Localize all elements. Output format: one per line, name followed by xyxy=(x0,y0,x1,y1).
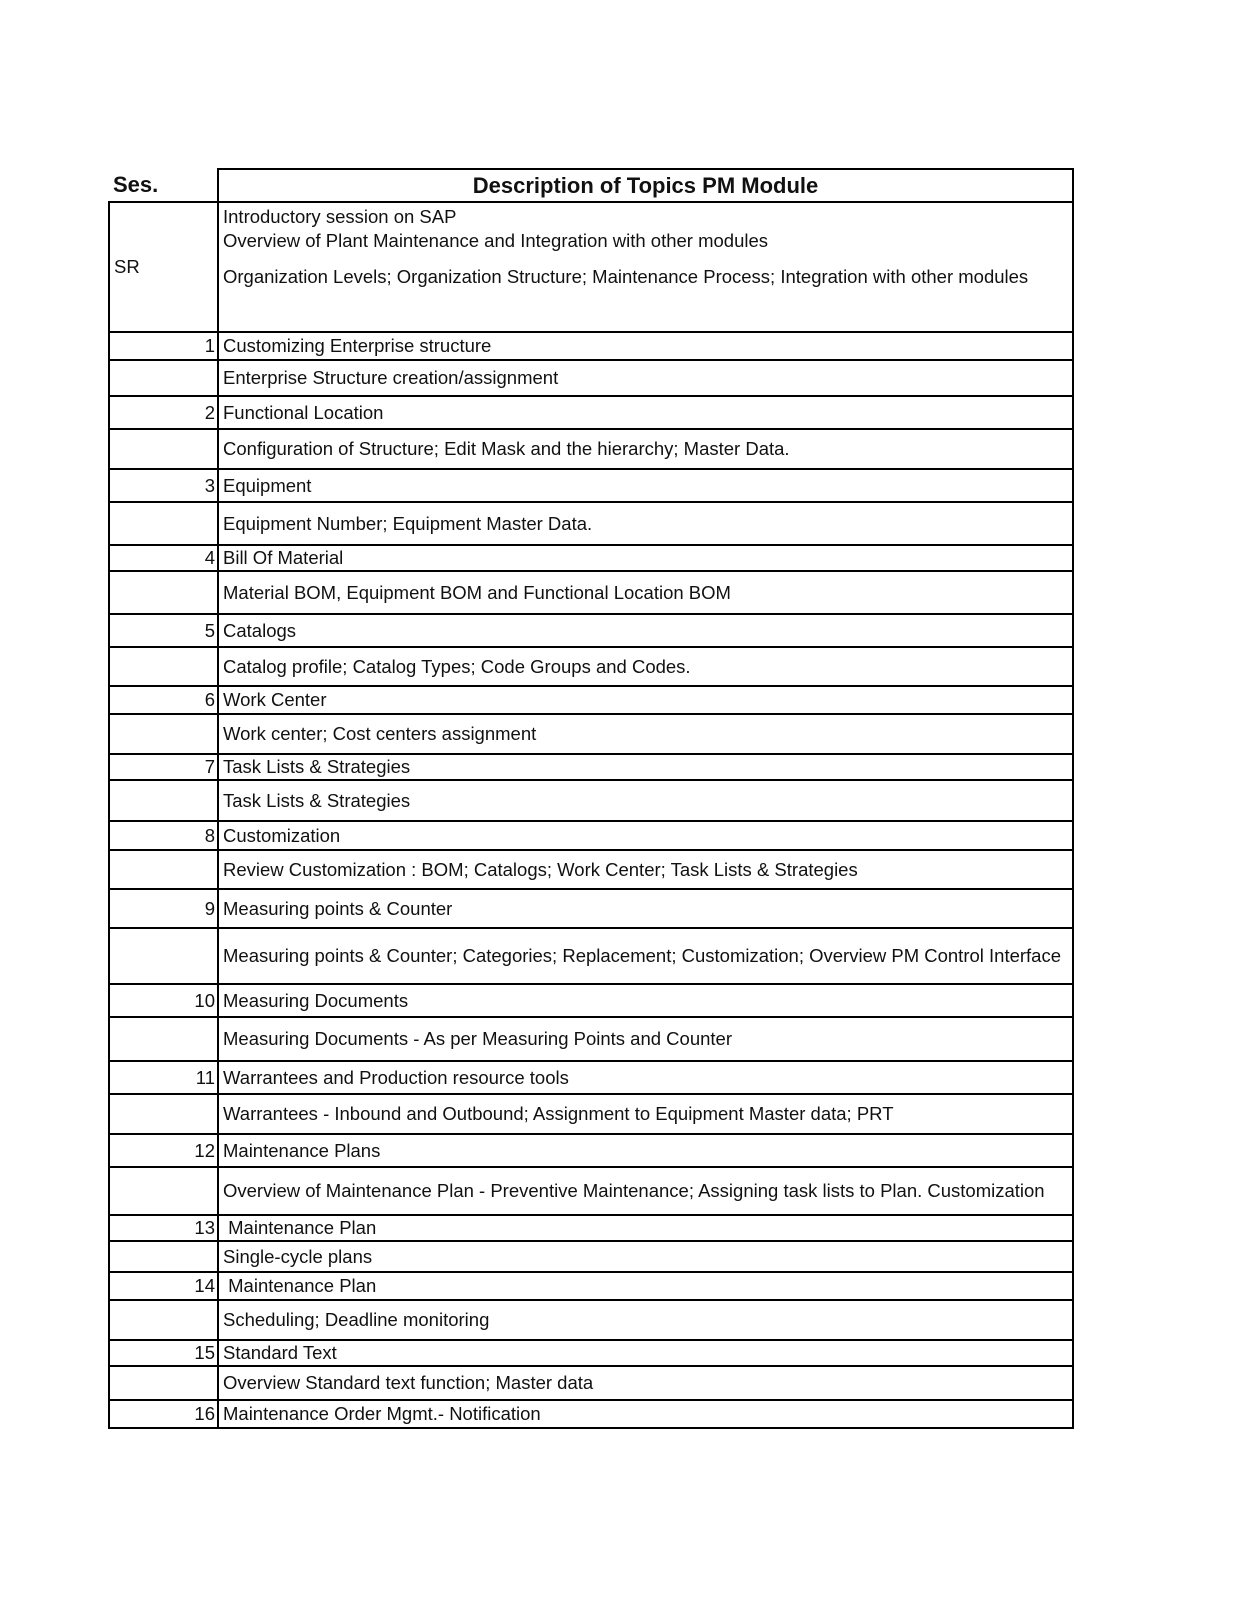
session-number xyxy=(109,647,218,686)
topic-description: Single-cycle plans xyxy=(218,1241,1073,1272)
session-number: SR xyxy=(109,202,218,332)
table-row xyxy=(109,984,1073,1017)
topic-description: Warrantees and Production resource tools xyxy=(218,1061,1073,1094)
table-row xyxy=(109,1017,1073,1061)
session-number: 7 xyxy=(109,754,218,780)
table-row xyxy=(109,754,1073,780)
description-column-header: Description of Topics PM Module xyxy=(218,169,1073,202)
topic-description: Equipment Number; Equipment Master Data. xyxy=(218,502,1073,545)
table-row xyxy=(109,1134,1073,1167)
session-number xyxy=(109,1300,218,1340)
topic-description: Enterprise Structure creation/assignment xyxy=(218,360,1073,396)
topic-description: Overview of Maintenance Plan - Preventive Maintenance; Assigning task lists to Plan. Customization xyxy=(218,1167,1073,1215)
session-number xyxy=(109,360,218,396)
session-number xyxy=(109,1167,218,1215)
topic-description: Maintenance Plan xyxy=(218,1272,1073,1300)
session-number: 11 xyxy=(109,1061,218,1094)
session-number: 13 xyxy=(109,1215,218,1241)
topic-description: Functional Location xyxy=(218,396,1073,429)
table-row xyxy=(109,396,1073,429)
table-row xyxy=(109,429,1073,469)
table-row xyxy=(109,686,1073,714)
table-row xyxy=(109,1340,1073,1366)
session-number: 4 xyxy=(109,545,218,571)
table-row xyxy=(109,469,1073,502)
table-row xyxy=(109,1167,1073,1215)
session-number xyxy=(109,429,218,469)
topic-description: Measuring Documents - As per Measuring Points and Counter xyxy=(218,1017,1073,1061)
topic-description: Task Lists & Strategies xyxy=(218,780,1073,821)
topic-description: Measuring points & Counter xyxy=(218,889,1073,928)
topic-description: Overview Standard text function; Master data xyxy=(218,1366,1073,1400)
table-row xyxy=(109,502,1073,545)
session-number xyxy=(109,928,218,984)
topic-description: Material BOM, Equipment BOM and Functional Location BOM xyxy=(218,571,1073,614)
table-row xyxy=(109,1300,1073,1340)
intro-description xyxy=(218,202,1073,332)
topic-description: Maintenance Plan xyxy=(218,1215,1073,1241)
table-row xyxy=(109,360,1073,396)
table-row xyxy=(109,647,1073,686)
session-number: 3 xyxy=(109,469,218,502)
topic-description: Measuring points & Counter; Categories; Replacement; Customization; Overview PM Control Interface xyxy=(218,928,1073,984)
table-row xyxy=(109,1366,1073,1400)
table-row xyxy=(109,545,1073,571)
session-number: 9 xyxy=(109,889,218,928)
session-column-header: Ses. xyxy=(109,169,218,202)
table-row xyxy=(109,1061,1073,1094)
topic-description: Work center; Cost centers assignment xyxy=(218,714,1073,754)
session-number xyxy=(109,714,218,754)
session-number xyxy=(109,780,218,821)
session-number: 6 xyxy=(109,686,218,714)
intro-line: Organization Levels; Organization Structure; Maintenance Process; Integration with other modules xyxy=(223,266,1029,287)
session-number xyxy=(109,1241,218,1272)
table-row xyxy=(109,1215,1073,1241)
session-number: 15 xyxy=(109,1340,218,1366)
topic-description: Review Customization : BOM; Catalogs; Work Center; Task Lists & Strategies xyxy=(218,850,1073,889)
topic-description: Standard Text xyxy=(218,1340,1073,1366)
topics-sheet xyxy=(108,168,1072,1429)
topic-description: Maintenance Plans xyxy=(218,1134,1073,1167)
session-number: 2 xyxy=(109,396,218,429)
table-row xyxy=(109,614,1073,647)
session-number xyxy=(109,1017,218,1061)
topic-description: Scheduling; Deadline monitoring xyxy=(218,1300,1073,1340)
intro-row xyxy=(109,202,1073,332)
table-row xyxy=(109,928,1073,984)
topic-description: Task Lists & Strategies xyxy=(218,754,1073,780)
topic-description: Bill Of Material xyxy=(218,545,1073,571)
topic-description: Customizing Enterprise structure xyxy=(218,332,1073,360)
table-row xyxy=(109,714,1073,754)
topic-description: Catalog profile; Catalog Types; Code Groups and Codes. xyxy=(218,647,1073,686)
table-row xyxy=(109,780,1073,821)
header-row xyxy=(109,169,1073,202)
session-number: 10 xyxy=(109,984,218,1017)
table-row xyxy=(109,1400,1073,1428)
table-row xyxy=(109,889,1073,928)
session-number xyxy=(109,1094,218,1134)
intro-line: Overview of Plant Maintenance and Integration with other modules xyxy=(223,230,769,251)
session-number: 16 xyxy=(109,1400,218,1428)
table-row xyxy=(109,1241,1073,1272)
table-row xyxy=(109,1272,1073,1300)
table-row xyxy=(109,1094,1073,1134)
table-row xyxy=(109,821,1073,850)
topics-table xyxy=(108,168,1074,1429)
session-number: 14 xyxy=(109,1272,218,1300)
topic-description: Work Center xyxy=(218,686,1073,714)
topic-description: Warrantees - Inbound and Outbound; Assignment to Equipment Master data; PRT xyxy=(218,1094,1073,1134)
topic-description: Measuring Documents xyxy=(218,984,1073,1017)
topic-description: Customization xyxy=(218,821,1073,850)
table-row xyxy=(109,332,1073,360)
session-number: 12 xyxy=(109,1134,218,1167)
topic-description: Equipment xyxy=(218,469,1073,502)
table-row xyxy=(109,850,1073,889)
session-number xyxy=(109,850,218,889)
intro-line: Introductory session on SAP xyxy=(223,206,457,227)
session-number xyxy=(109,502,218,545)
session-number: 5 xyxy=(109,614,218,647)
topic-description: Catalogs xyxy=(218,614,1073,647)
session-number: 8 xyxy=(109,821,218,850)
table-row xyxy=(109,571,1073,614)
session-number xyxy=(109,1366,218,1400)
session-number: 1 xyxy=(109,332,218,360)
topic-description: Maintenance Order Mgmt.- Notification xyxy=(218,1400,1073,1428)
topic-description: Configuration of Structure; Edit Mask and the hierarchy; Master Data. xyxy=(218,429,1073,469)
session-number xyxy=(109,571,218,614)
